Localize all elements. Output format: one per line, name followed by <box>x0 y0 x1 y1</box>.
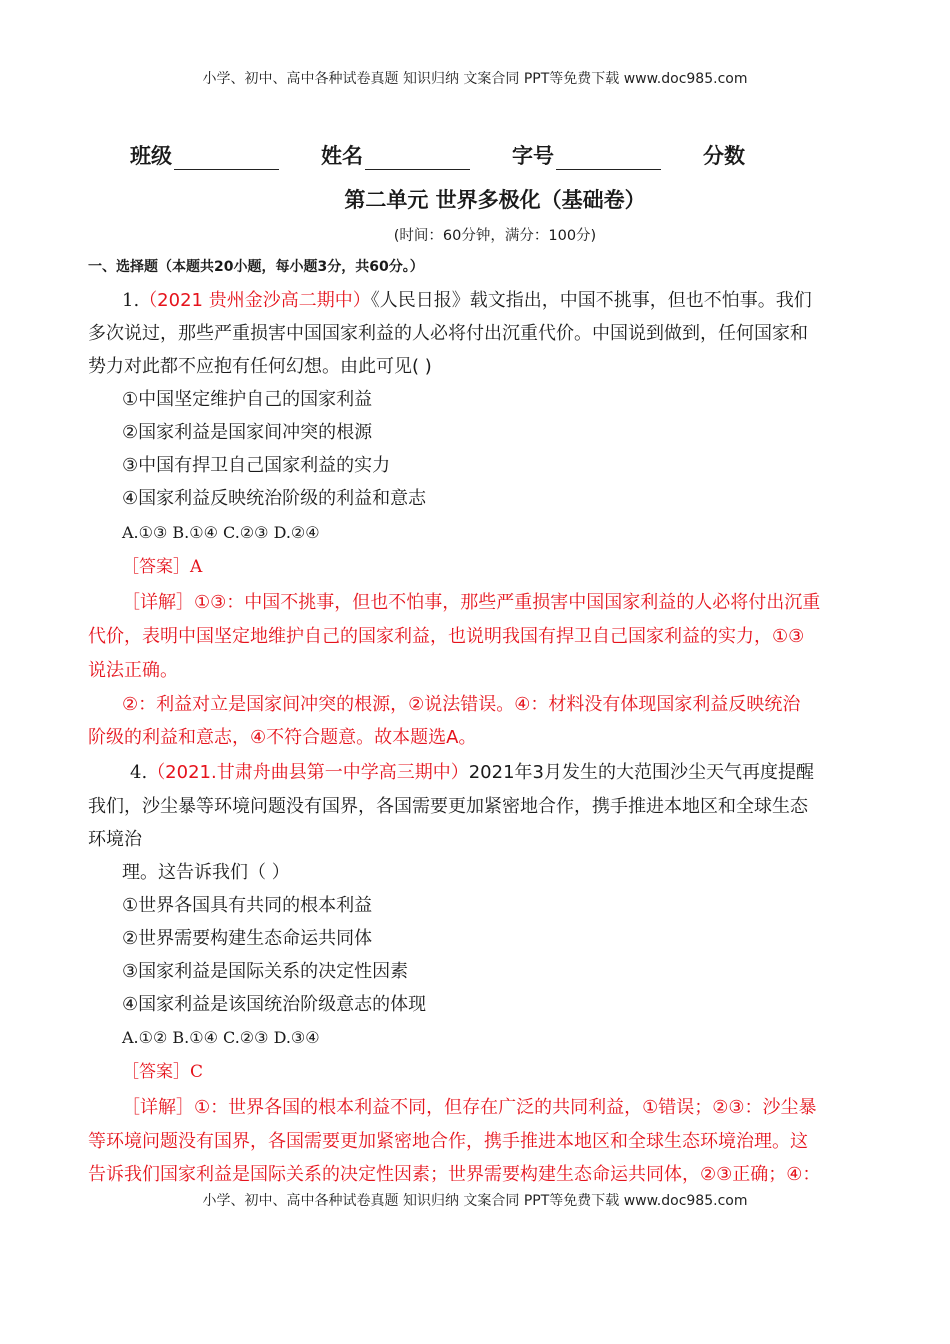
q1-item: ①中国坚定维护自己的国家利益 <box>122 389 373 410</box>
id-blank <box>556 149 661 170</box>
page-title: 第二单元 世界多极化（基础卷） <box>344 188 646 212</box>
q4-detail-line: 等环境问题没有国界，各国需要更加紧密地合作，携手推进本地区和全球生态环境治理。这 <box>88 1131 808 1152</box>
q4-item: ②世界需要构建生态命运共同体 <box>122 928 373 949</box>
q1-detail-line: 说法正确。 <box>88 660 178 681</box>
q4-number: 4. <box>130 762 148 783</box>
footer-note: 小学、初中、高中各种试卷真题 知识归纳 文案合同 PPT等免费下载 www.doc985.com <box>202 1193 748 1209</box>
header-note: 小学、初中、高中各种试卷真题 知识归纳 文案合同 PPT等免费下载 www.doc985.com <box>202 71 748 87</box>
q1-line-1 <box>122 284 812 317</box>
student-info-fields <box>130 140 787 170</box>
page-subtitle: (时间：60分钟，满分：100分) <box>393 228 597 244</box>
class-label: 班级 <box>130 144 172 168</box>
score-field <box>703 140 745 170</box>
class-field <box>130 140 279 170</box>
score-label: 分数 <box>703 144 745 168</box>
q1-detail-line: 阶级的利益和意志，④不符合题意。故本题选A。 <box>88 727 477 748</box>
q1-source: （2021 贵州金沙高二期中） <box>139 290 371 311</box>
q4-answer: ［答案］C <box>122 1062 204 1082</box>
q1-item: ④国家利益反映统治阶级的利益和意志 <box>122 488 427 509</box>
q4-line-4: 理。这告诉我们（ ） <box>122 862 290 883</box>
q4-line-2: 我们，沙尘暴等环境问题没有国界，各国需要更加紧密地合作，携手推进本地区和全球生态 <box>88 796 808 817</box>
q1-options: A.①③ B.①④ C.②③ D.②④ <box>122 523 320 542</box>
q1-number: 1. <box>122 290 140 311</box>
section-heading: 一、选择题（本题共20小题，每小题3分，共60分。） <box>88 259 424 275</box>
q4-item: ③国家利益是国际关系的决定性因素 <box>122 961 409 982</box>
id-label: 字号 <box>512 144 554 168</box>
q4-detail-line: 告诉我们国家利益是国际关系的决定性因素；世界需要构建生态命运共同体，②③正确；④： <box>88 1164 821 1185</box>
q1-text: 《人民日报》载文指出，中国不挑事，但也不怕事。我们 <box>370 290 812 311</box>
q1-detail-line: 代价，表明中国坚定地维护自己的国家利益，也说明我国有捍卫自己国家利益的实力，①③ <box>88 626 805 647</box>
q4-text: 2021年3月发生的大范围沙尘天气再度提醒 <box>468 762 814 783</box>
name-field <box>321 140 470 170</box>
q4-item: ①世界各国具有共同的根本利益 <box>122 895 373 916</box>
q1-item: ③中国有捍卫自己国家利益的实力 <box>122 455 391 476</box>
q1-line-3: 势力对此都不应抱有任何幻想。由此可见( ) <box>88 356 432 377</box>
q4-line-3: 环境治 <box>88 829 142 850</box>
name-blank <box>365 149 470 170</box>
q1-detail-line: ②：利益对立是国家间冲突的根源，②说法错误。④：材料没有体现国家利益反映统治 <box>122 694 801 715</box>
name-label: 姓名 <box>321 144 363 168</box>
q1-answer: ［答案］A <box>122 557 203 577</box>
q4-item: ④国家利益是该国统治阶级意志的体现 <box>122 994 427 1015</box>
q1-item: ②国家利益是国家间冲突的根源 <box>122 422 373 443</box>
q1-line-2: 多次说过，那些严重损害中国国家利益的人必将付出沉重代价。中国说到做到，任何国家和 <box>88 323 808 344</box>
q1-detail-line: ［详解］①③：中国不挑事，但也不怕事，那些严重损害中国国家利益的人必将付出沉重 <box>122 592 821 613</box>
q4-source: （2021.甘肃舟曲县第一中学高三期中） <box>147 762 469 783</box>
q4-options: A.①② B.①④ C.②③ D.③④ <box>122 1028 320 1047</box>
q4-detail-line: ［详解］①：世界各国的根本利益不同，但存在广泛的共同利益，①错误；②③：沙尘暴 <box>122 1097 817 1118</box>
id-field <box>512 140 661 170</box>
q4-line-1 <box>130 756 814 789</box>
class-blank <box>174 149 279 170</box>
